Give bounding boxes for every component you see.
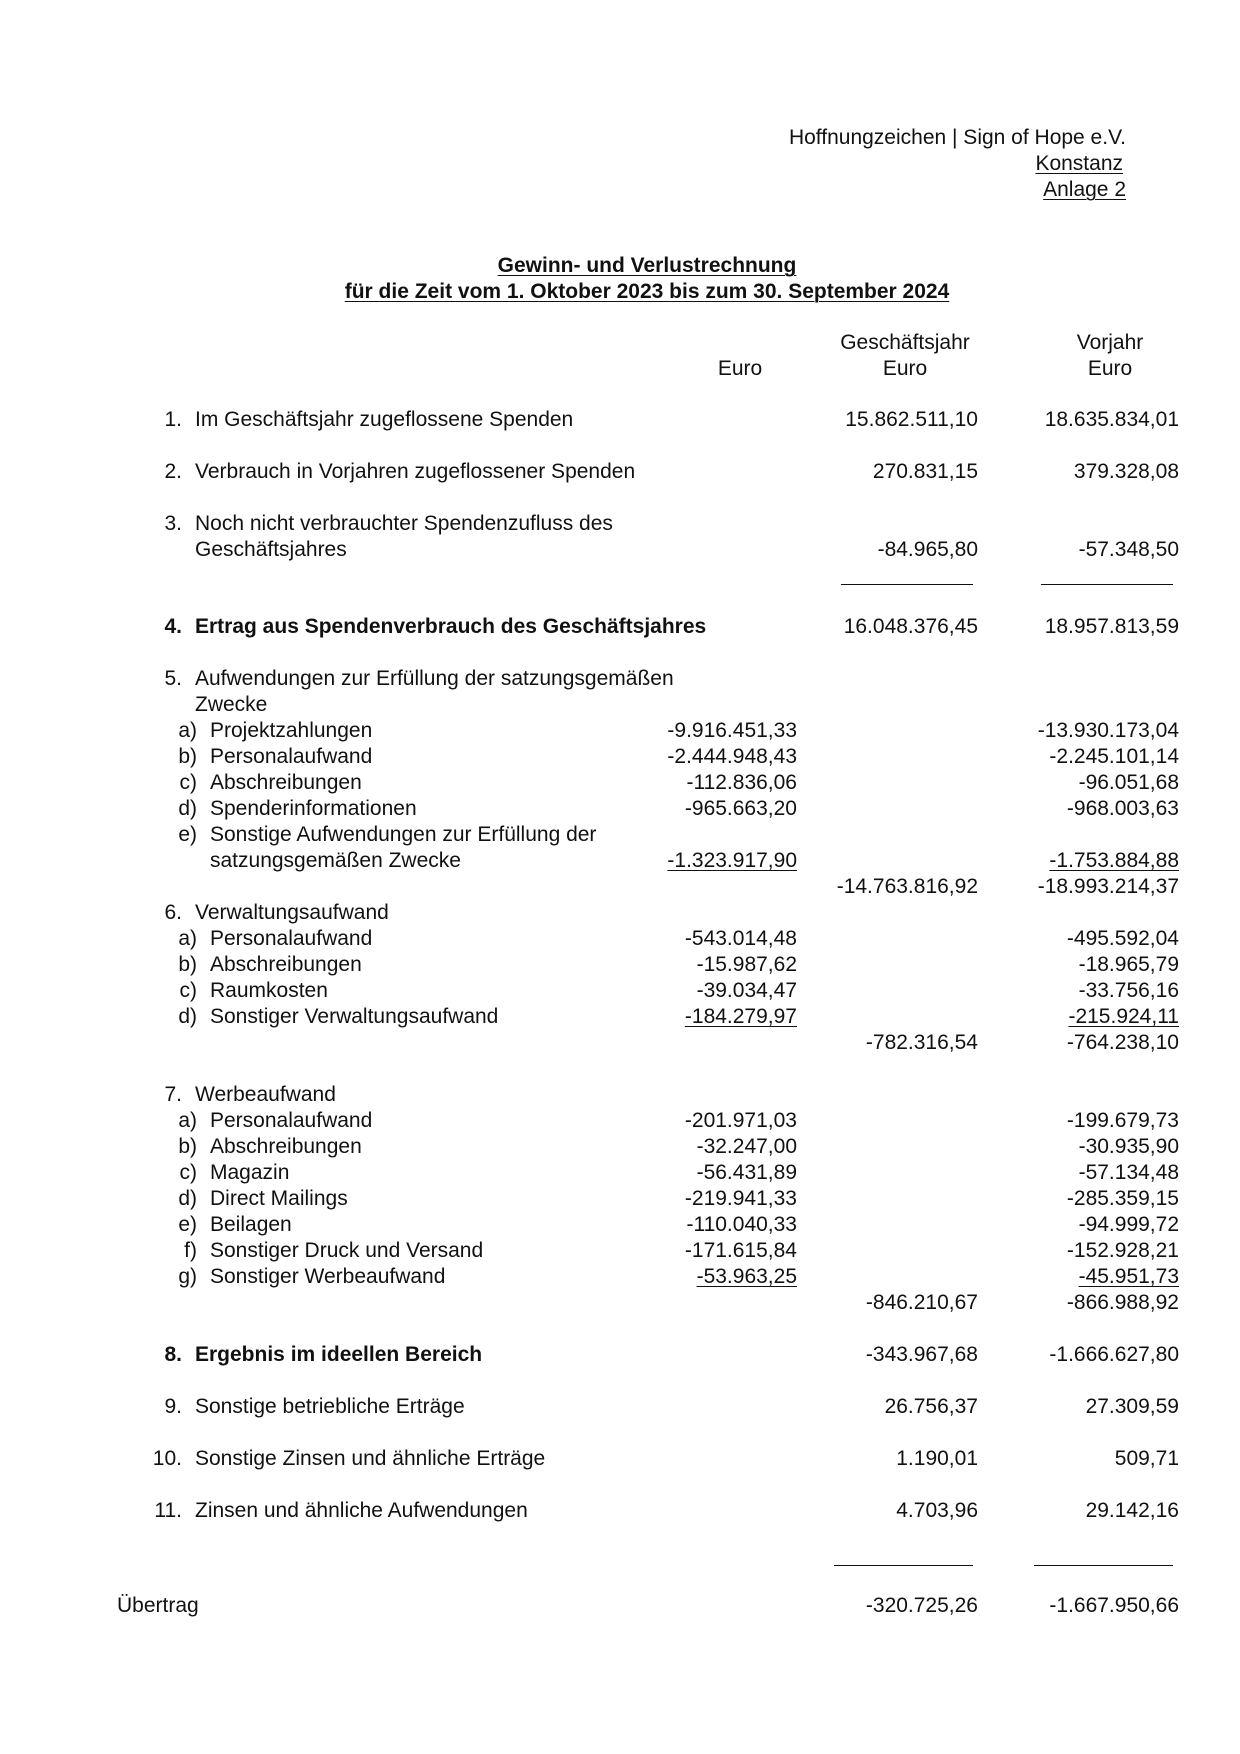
item-number: 10.: [152, 1447, 182, 1470]
gj-value: -84.965,80: [877, 538, 978, 561]
euro-value: -965.663,20: [684, 797, 797, 820]
item-label: Ergebnis im ideellen Bereich: [195, 1343, 483, 1366]
sub-label: Personalaufwand: [210, 927, 373, 950]
item-label: Aufwendungen zur Erfüllung der satzungsgemäßen: [195, 667, 674, 690]
gj-value: 1.190,01: [896, 1447, 978, 1470]
sub-label: Magazin: [210, 1161, 290, 1184]
sum-line: [834, 1565, 973, 1566]
sub-label: Sonstige Aufwendungen zur Erfüllung der: [210, 823, 597, 846]
sub-label: Spenderinformationen: [210, 797, 417, 820]
sub-letter: a): [178, 719, 197, 742]
sub-letter: b): [178, 745, 197, 768]
sub-letter: g): [178, 1265, 197, 1288]
item-label-continued: Zwecke: [195, 693, 268, 716]
vj-value: -215.924,11: [1068, 1005, 1179, 1028]
sub-letter: c): [179, 979, 197, 1002]
vj-value: 18.635.834,01: [1044, 408, 1179, 431]
gj-value: 270.831,15: [872, 460, 978, 483]
sub-label: Personalaufwand: [210, 745, 373, 768]
column-gj-unit: Euro: [882, 357, 928, 380]
item-label: Sonstige Zinsen und ähnliche Erträge: [195, 1447, 546, 1470]
gj-value: -343.967,68: [865, 1343, 978, 1366]
sub-label: Sonstiger Verwaltungsaufwand: [210, 1005, 499, 1028]
vj-value: -33.756,16: [1078, 979, 1179, 1002]
vj-subtotal: -764.238,10: [1066, 1031, 1179, 1054]
vj-value: -285.359,15: [1066, 1187, 1179, 1210]
sub-letter: a): [178, 1109, 197, 1132]
vj-value: 27.309,59: [1085, 1395, 1179, 1418]
vj-value: 379.328,08: [1073, 460, 1179, 483]
euro-value: -112.836,06: [686, 771, 797, 794]
gj-value: 15.862.511,10: [845, 408, 978, 431]
vj-value: 18.957.813,59: [1044, 615, 1179, 638]
carry-gj-value: -320.725,26: [865, 1594, 978, 1617]
vj-value: -495.592,04: [1066, 927, 1179, 950]
item-label-continued: Geschäftsjahres: [195, 538, 347, 561]
sum-line: [1034, 1565, 1173, 1566]
vj-value: -94.999,72: [1078, 1213, 1179, 1236]
vj-value: 29.142,16: [1085, 1499, 1179, 1522]
sub-letter: f): [184, 1239, 197, 1262]
item-number: 2.: [164, 460, 182, 483]
attachment-label: Anlage 2: [1043, 178, 1126, 201]
item-number: 5.: [164, 667, 182, 690]
column-euro: Euro: [717, 357, 763, 380]
euro-value: -15.987,62: [696, 953, 797, 976]
vj-value: 509,71: [1114, 1447, 1179, 1470]
euro-value: -9.916.451,33: [667, 719, 797, 742]
organization-name: Hoffnungzeichen | Sign of Hope e.V.: [788, 126, 1126, 149]
sub-label: Abschreibungen: [210, 771, 362, 794]
carry-vj-value: -1.667.950,66: [1049, 1594, 1179, 1617]
vj-value: -57.134,48: [1078, 1161, 1179, 1184]
sum-line: [841, 584, 973, 585]
sub-letter: e): [178, 1213, 197, 1236]
gj-subtotal: -14.763.816,92: [836, 875, 978, 898]
sub-letter: e): [178, 823, 197, 846]
sub-letter: d): [178, 1187, 197, 1210]
sub-letter: c): [179, 1161, 197, 1184]
item-number: 11.: [154, 1499, 182, 1522]
vj-subtotal: -866.988,92: [1066, 1291, 1179, 1314]
item-number: 8.: [164, 1343, 182, 1366]
sub-letter: b): [178, 1135, 197, 1158]
item-number: 9.: [164, 1395, 182, 1418]
euro-value: -184.279,97: [684, 1005, 797, 1028]
vj-value: -1.753.884,88: [1049, 849, 1179, 872]
column-vj-unit: Euro: [1087, 357, 1133, 380]
gj-subtotal: -782.316,54: [865, 1031, 978, 1054]
sub-label: Projektzahlungen: [210, 719, 373, 742]
item-number: 1.: [164, 408, 182, 431]
sub-label: Beilagen: [210, 1213, 292, 1236]
vj-value: -18.965,79: [1078, 953, 1179, 976]
sub-label: Direct Mailings: [210, 1187, 348, 1210]
item-number: 6.: [164, 901, 182, 924]
item-number: 3.: [164, 512, 182, 535]
sub-label: Sonstiger Druck und Versand: [210, 1239, 484, 1262]
euro-value: -543.014,48: [684, 927, 797, 950]
sub-label: Abschreibungen: [210, 953, 362, 976]
page-title: Gewinn- und Verlustrechnung: [497, 254, 797, 277]
gj-subtotal: -846.210,67: [865, 1291, 978, 1314]
euro-value: -201.971,03: [684, 1109, 797, 1132]
vj-value: -45.951,73: [1078, 1265, 1179, 1288]
sub-label: Personalaufwand: [210, 1109, 373, 1132]
euro-value: -53.963,25: [696, 1265, 797, 1288]
sum-line: [1041, 584, 1173, 585]
euro-value: -219.941,33: [684, 1187, 797, 1210]
column-vj-title: Vorjahr: [1076, 331, 1144, 354]
vj-value: -968.003,63: [1066, 797, 1179, 820]
item-label: Sonstige betriebliche Erträge: [195, 1395, 465, 1418]
gj-value: 4.703,96: [896, 1499, 978, 1522]
sub-letter: c): [179, 771, 197, 794]
item-label: Noch nicht verbrauchter Spendenzufluss des: [195, 512, 613, 535]
item-label: Verbrauch in Vorjahren zugeflossener Spenden: [195, 460, 636, 483]
city: Konstanz: [1035, 152, 1123, 175]
sub-letter: d): [178, 1005, 197, 1028]
gj-value: 16.048.376,45: [843, 615, 978, 638]
sub-label: Raumkosten: [210, 979, 328, 1002]
euro-value: -2.444.948,43: [667, 745, 797, 768]
vj-value: -13.930.173,04: [1037, 719, 1179, 742]
vj-value: -1.666.627,80: [1049, 1343, 1179, 1366]
column-gj-title: Geschäftsjahr: [840, 331, 970, 354]
vj-value: -152.928,21: [1066, 1239, 1179, 1262]
sub-label: Abschreibungen: [210, 1135, 362, 1158]
vj-subtotal: -18.993.214,37: [1037, 875, 1179, 898]
sub-label: Sonstiger Werbeaufwand: [210, 1265, 446, 1288]
vj-value: -57.348,50: [1078, 538, 1179, 561]
item-label: Verwaltungsaufwand: [195, 901, 389, 924]
sub-letter: a): [178, 927, 197, 950]
euro-value: -56.431,89: [696, 1161, 797, 1184]
carry-forward-label: Übertrag: [117, 1594, 199, 1617]
vj-value: -199.679,73: [1066, 1109, 1179, 1132]
sub-letter: d): [178, 797, 197, 820]
euro-value: -171.615,84: [684, 1239, 797, 1262]
vj-value: -30.935,90: [1078, 1135, 1179, 1158]
item-label: Zinsen und ähnliche Aufwendungen: [195, 1499, 528, 1522]
sub-letter: b): [178, 953, 197, 976]
euro-value: -1.323.917,90: [667, 849, 797, 872]
item-label: Ertrag aus Spendenverbrauch des Geschäftsjahres: [195, 615, 707, 638]
sub-label-continued: satzungsgemäßen Zwecke: [210, 849, 461, 872]
page-subtitle: für die Zeit vom 1. Oktober 2023 bis zum 30. September 2024: [344, 280, 950, 303]
euro-value: -39.034,47: [696, 979, 797, 1002]
vj-value: -2.245.101,14: [1049, 745, 1179, 768]
euro-value: -110.040,33: [686, 1213, 797, 1236]
euro-value: -32.247,00: [696, 1135, 797, 1158]
item-number: 4.: [164, 615, 182, 638]
gj-value: 26.756,37: [884, 1395, 978, 1418]
item-label: Werbeaufwand: [195, 1083, 336, 1106]
item-label: Im Geschäftsjahr zugeflossene Spenden: [195, 408, 574, 431]
vj-value: -96.051,68: [1078, 771, 1179, 794]
item-number: 7.: [164, 1083, 182, 1106]
